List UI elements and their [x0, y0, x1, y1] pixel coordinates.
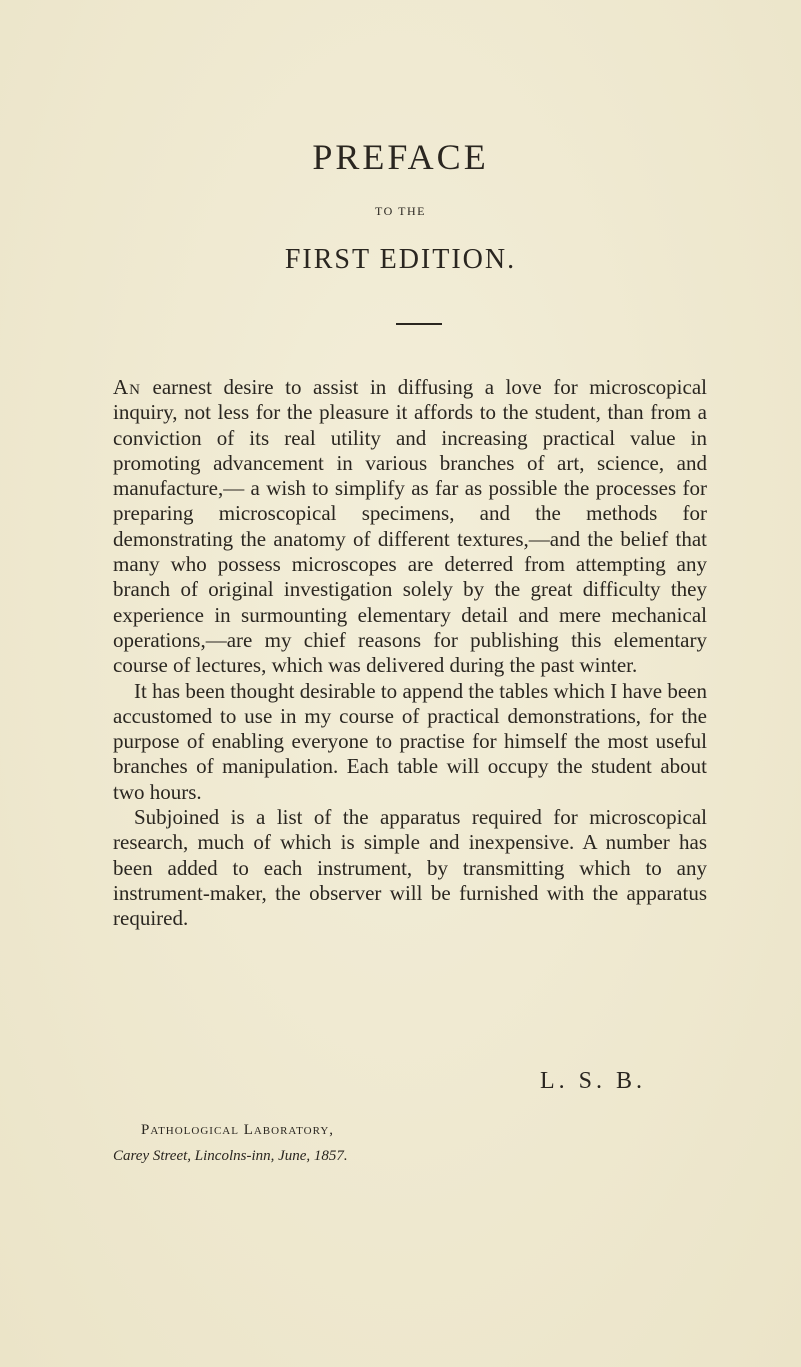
page-title: PREFACE	[312, 137, 489, 177]
paragraph-1-text: earnest desire to assist in diffusing a love for microscopical inquiry, not less for the pleasure it affords to the student, than from a conviction of its real utility and increasing practical value in promoting advancement in various branches of art, science, and manufacture,— a wish to simplify as far as possible the processes for preparing microscopical specimens, and the methods for demonstrating the anatomy of different textures,—and the belief that many who possess microscopes are deterred from attempting any branch of original investigation solely by the great difficulty they experience in surmounting elementary detail and mere mechanical operations,—are my chief reasons for publishing this elementary course of lectures, which was delivered during the past winter.	[113, 375, 707, 678]
title-connector: TO THE	[375, 204, 426, 218]
paragraph-2: It has been thought desirable to append the tables which I have been accustomed to use in my course of practical demonstrations, for the purpose of enabling everyone to practise for himself the most useful branches of manipulation. Each table will occupy the student about two hours.	[113, 678, 707, 804]
author-initials: L. S. B.	[540, 1068, 647, 1094]
drop-word: An	[113, 375, 141, 399]
preface-body	[113, 375, 707, 932]
paragraph-1	[113, 375, 707, 679]
page-subtitle: FIRST EDITION.	[284, 244, 517, 275]
section-divider	[396, 323, 442, 325]
date-line: Carey Street, Lincolns-inn, June, 1857.	[113, 1148, 348, 1164]
paragraph-3: Subjoined is a list of the apparatus required for microscopical research, much of which is simple and inexpensive. A number has been added to each instrument, by transmitting which to any instrument-maker, the observer will be furnished with the apparatus required.	[113, 805, 707, 931]
place-line: Pathological Laboratory,	[141, 1122, 335, 1138]
